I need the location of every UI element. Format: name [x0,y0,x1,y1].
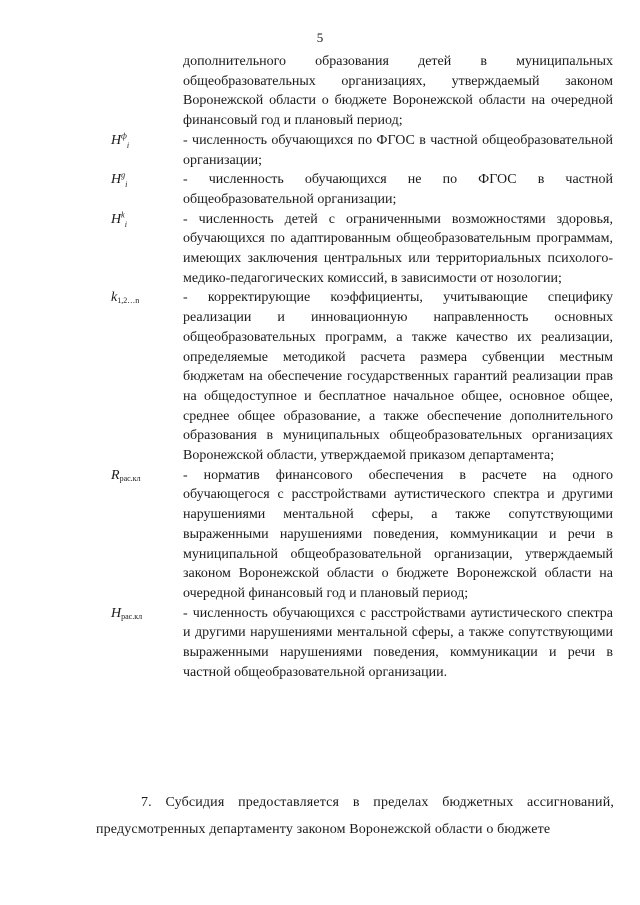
definition-row [0,52,640,131]
definition-symbol: k1,2…n [111,290,140,306]
definition-text: - корректирующие коэффициенты, учитывающие специфику реализации и инновационную направленность основных общеобразовательных программ, а также качество их реализации, определяемые методикой расчета размера субвенции местным бюджетам на обеспечение государственных гарантий реализации прав на общедоступное и бесплатное начальное общее, основное общее, среднее общее образование, а также обеспечение дополнительного образования в муниципальных общеобразовательных организациях Воронежской области, утверждаемой приказом департамента; [183,290,613,464]
definition-symbol: Rрас.кл [111,467,141,483]
definition-row [0,604,640,683]
definition-symbol: Hрас.кл [111,605,143,621]
definition-row [0,288,640,465]
definition-symbol: $H^ф_i$ [111,131,130,150]
definition-text: дополнительного образования детей в муниципальных общеобразовательных организациях, утверждаемый законом Воронежской области о бюджете Воронежской области на очередной финансовый год и плановый период; [183,54,613,129]
definition-row [0,170,640,209]
definitions-list [0,52,640,683]
definition-symbol: $H^g_i$ [111,170,128,190]
definition-text: - норматив финансового обеспечения в расчете на одного обучающегося с расстройствами аутистического спектра и другими нарушениями ментальной сферы, а также сопутствующими выраженными нарушениями поведения, коммуникации и речи в муниципальной общеобразовательной организации, утверждаемый законом Воронежской области о бюджете Воронежской области на очередной финансовый год и плановый период; [183,467,613,601]
definition-text: - численность обучающихся не по ФГОС в частной общеобразовательной организации; [183,172,613,207]
paragraph-7: 7. Субсидия предоставляется в пределах бюджетных ассигнований, предусмотренных департаменту законом Воронежской области о бюджете [96,795,614,837]
definition-row [0,210,640,289]
definition-text: - численность обучающихся по ФГОС в частной общеобразовательной организации; [183,132,613,168]
definition-row [0,131,640,170]
page-number: 5 [316,30,324,45]
definition-text: - численность детей с ограниченными возможностями здоровья, обучающихся по адаптированным общеобразовательным программам, имеющих заключения центральных или территориальных психолого-медико-педагогических комиссий, в зависимости от нозологии; [183,211,613,286]
definition-row [0,466,640,604]
definition-text: - численность обучающихся с расстройствами аутистического спектра и другими нарушениями ментальной сферы, а также сопутствующими выраженными нарушениями поведения, коммуникации и речи в частной общеобразовательной организации. [183,605,613,680]
definition-symbol: $H^k_i$ [111,209,127,229]
